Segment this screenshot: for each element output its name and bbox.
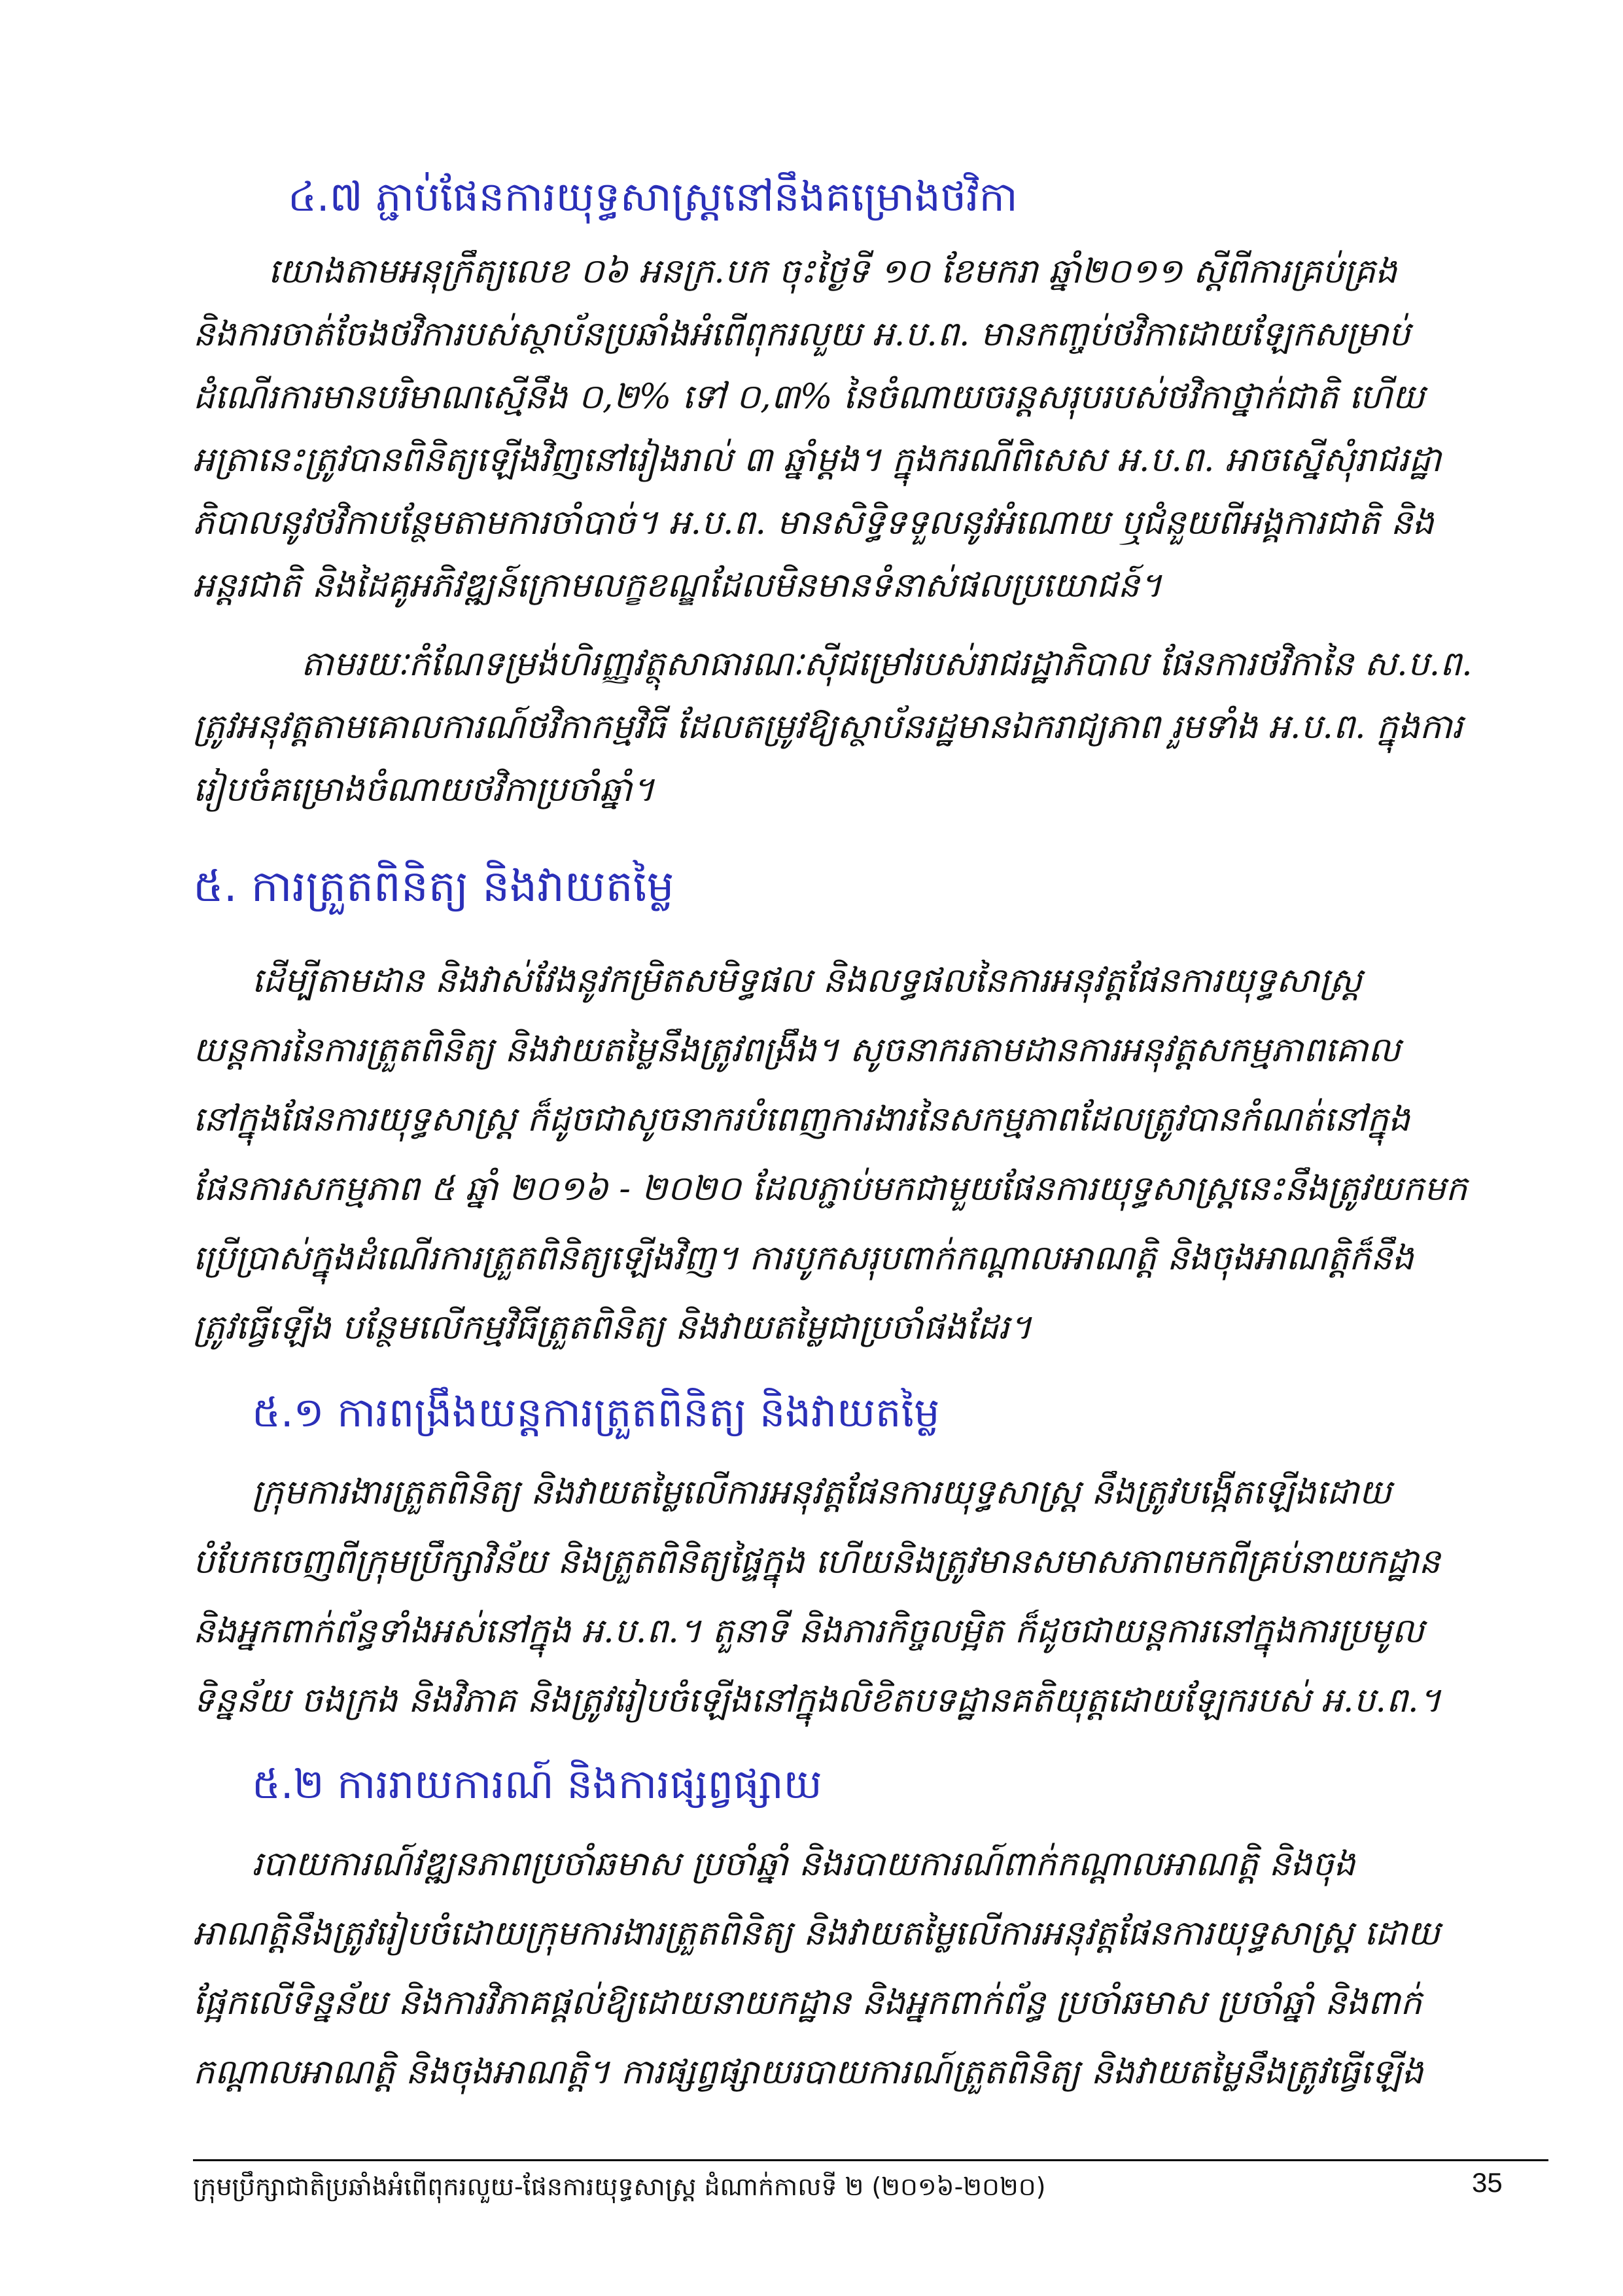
paragraph-line: របាយការណ៍វឌ្ឍនភាពប្រចាំឆមាស ប្រចាំឆ្នាំ និងរបាយការណ៍ពាក់កណ្តាលអាណត្តិ និងចុង xyxy=(252,1845,1355,1884)
paragraph-line: និងអ្នកពាក់ព័ន្ធទាំងអស់នៅក្នុង អ.ប.ព.។ តួនាទី និងភារកិច្ចលម្អិត ក៏ដូចជាយន្តការនៅក្នុងការប្រមូល xyxy=(193,1612,1424,1651)
paragraph-line: អន្តរជាតិ និងដៃគូអភិវឌ្ឍន៍ក្រោមលក្ខខណ្ឌដែលមិនមានទំនាស់ផលប្រយោជន៍។ xyxy=(193,566,1162,605)
paragraph-line: ដើម្បីតាមដាន និងវាស់វែងនូវកម្រិតសមិទ្ធផល និងលទ្ធផលនៃការអនុវត្តផែនការយុទ្ធសាស្ត្រ xyxy=(252,961,1362,1000)
footer-divider xyxy=(193,2159,1548,2161)
footer-title: ក្រុមប្រឹក្សាជាតិប្រឆាំងអំពើពុករលួយ-ផែនការយុទ្ធសាស្ត្រ ដំណាក់កាលទី ២ (២០១៦-២០២០) xyxy=(193,2172,1046,2201)
section-heading-4-7: ៤.៧ ភ្ជាប់ផែនការយុទ្ធសាស្ត្រនៅនឹងគម្រោងថវិកា xyxy=(288,173,1018,221)
paragraph-line: ផ្អែកលើទិន្នន័យ និងការវិភាគផ្តល់ឱ្យដោយនាយកដ្ឋាន និងអ្នកពាក់ព័ន្ធ ប្រចាំឆមាស ប្រចាំឆ្នាំ និងពាក់ xyxy=(193,1983,1422,2022)
section-heading-5-1: ៥.១ ការពង្រឹងយន្តការត្រួតពិនិត្យ និងវាយតម្លៃ xyxy=(252,1388,940,1436)
paragraph-line: អត្រានេះត្រូវបានពិនិត្យឡើងវិញនៅរៀងរាល់ ៣ ឆ្នាំម្តង។ ក្នុងករណីពិសេស អ.ប.ព. អាចស្នើសុំរាជរដ្ឋា xyxy=(193,440,1442,480)
paragraph-line: យន្តការនៃការត្រួតពិនិត្យ និងវាយតម្លៃនឹងត្រូវពង្រឹង។ សូចនាករតាមដានការអនុវត្តសកម្មភាពគោល xyxy=(193,1031,1401,1070)
paragraph-line: កណ្តាលអាណត្តិ និងចុងអាណត្តិ។ ការផ្សព្វផ្សាយរបាយការណ៍ត្រួតពិនិត្យ និងវាយតម្លៃនឹងត្រូវធ្វើឡើង xyxy=(193,2053,1423,2092)
paragraph-line: អាណត្តិនឹងត្រូវរៀបចំដោយក្រុមការងារត្រួតពិនិត្យ និងវាយតម្លៃលើការអនុវត្តផែនការយុទ្ធសាស្ត្រ ដោយ xyxy=(193,1914,1440,1953)
paragraph-line: ដំណើរការមានបរិមាណស្មើនឹង ០,២% ទៅ ០,៣% នៃចំណាយចរន្តសរុបរបស់ថវិកាថ្នាក់ជាតិ ហើយ xyxy=(193,378,1425,417)
page-number: 35 xyxy=(1472,2167,1503,2198)
paragraph-line: ក្រុមការងារត្រួតពិនិត្យ និងវាយតម្លៃលើការអនុវត្តផែនការយុទ្ធសាស្ត្រ នឹងត្រូវបង្កើតឡើងដោយ xyxy=(252,1473,1391,1512)
paragraph-line: តាមរយៈកំណែទម្រង់ហិរញ្ញវត្ថុសាធារណៈស៊ីជម្រៅរបស់រាជរដ្ឋាភិបាល ផែនការថវិកានៃ ស.ប.ព. xyxy=(301,645,1473,684)
paragraph-line: ត្រូវអនុវត្តតាមគោលការណ៍ថវិកាកម្មវិធី ដែលតម្រូវឱ្យស្ថាប័នរដ្ឋមានឯករាជ្យភាព រួមទាំង អ.ប.ព. ក្នុងការ xyxy=(193,707,1463,747)
paragraph-line: ភិបាលនូវថវិកាបន្ថែមតាមការចាំបាច់។ អ.ប.ព. មានសិទ្ធិទទួលនូវអំណោយ ឬជំនួយពីអង្គការជាតិ និង xyxy=(193,503,1434,542)
paragraph-line: នៅក្នុងផែនការយុទ្ធសាស្ត្រ ក៏ដូចជាសូចនាករបំពេញការងារនៃសកម្មភាពដែលត្រូវបានកំណត់នៅក្នុង xyxy=(193,1100,1410,1139)
paragraph-line: យោងតាមអនុក្រឹត្យលេខ ០៦ អនក្រ.បក ចុះថ្ងៃទី ១០ ខែមករា ឆ្នាំ២០១១ ស្តីពីការគ្រប់គ្រង xyxy=(268,252,1397,291)
paragraph-line: ផែនការសកម្មភាព ៥ ឆ្នាំ ២០១៦ - ២០២០ ដែលភ្ជាប់មកជាមួយផែនការយុទ្ធសាស្ត្រនេះនឹងត្រូវយកមក xyxy=(193,1169,1467,1209)
paragraph-line: ទិន្នន័យ ចងក្រង និងវិភាគ និងត្រូវរៀបចំឡើងនៅក្នុងលិខិតបទដ្ឋានគតិយុត្តដោយឡែករបស់ អ.ប.ព.។ xyxy=(193,1681,1441,1720)
paragraph-line: ត្រូវធ្វើឡើង បន្ថែមលើកម្មវិធីត្រួតពិនិត្យ និងវាយតម្លៃជាប្រចាំផងដែរ។ xyxy=(193,1308,1032,1347)
paragraph-line: ប្រើប្រាស់ក្នុងដំណើរការត្រួតពិនិត្យឡើងវិញ។ ការបូកសរុបពាក់កណ្តាលអាណត្តិ និងចុងអាណត្តិក៏នឹង xyxy=(193,1239,1414,1278)
paragraph-line: រៀបចំគម្រោងចំណាយថវិកាប្រចាំឆ្នាំ។ xyxy=(193,770,655,809)
section-heading-5-2: ៥.២ ការរាយការណ៍ និងការផ្សព្វផ្សាយ xyxy=(252,1760,822,1808)
section-heading-5: ៥. ការត្រួតពិនិត្យ និងវាយតម្លៃ xyxy=(193,861,674,911)
paragraph-line: និងការចាត់ចែងថវិការបស់ស្ថាប័នប្រឆាំងអំពើពុករលួយ អ.ប.ព. មានកញ្ចប់ថវិកាដោយឡែកសម្រាប់ xyxy=(193,315,1410,354)
paragraph-line: បំបែកចេញពីក្រុមប្រឹក្សាវិន័យ និងត្រួតពិនិត្យផ្ទៃក្នុង ហើយនិងត្រូវមានសមាសភាពមកពីគ្រប់នាយកដ្ឋាន xyxy=(193,1542,1440,1581)
